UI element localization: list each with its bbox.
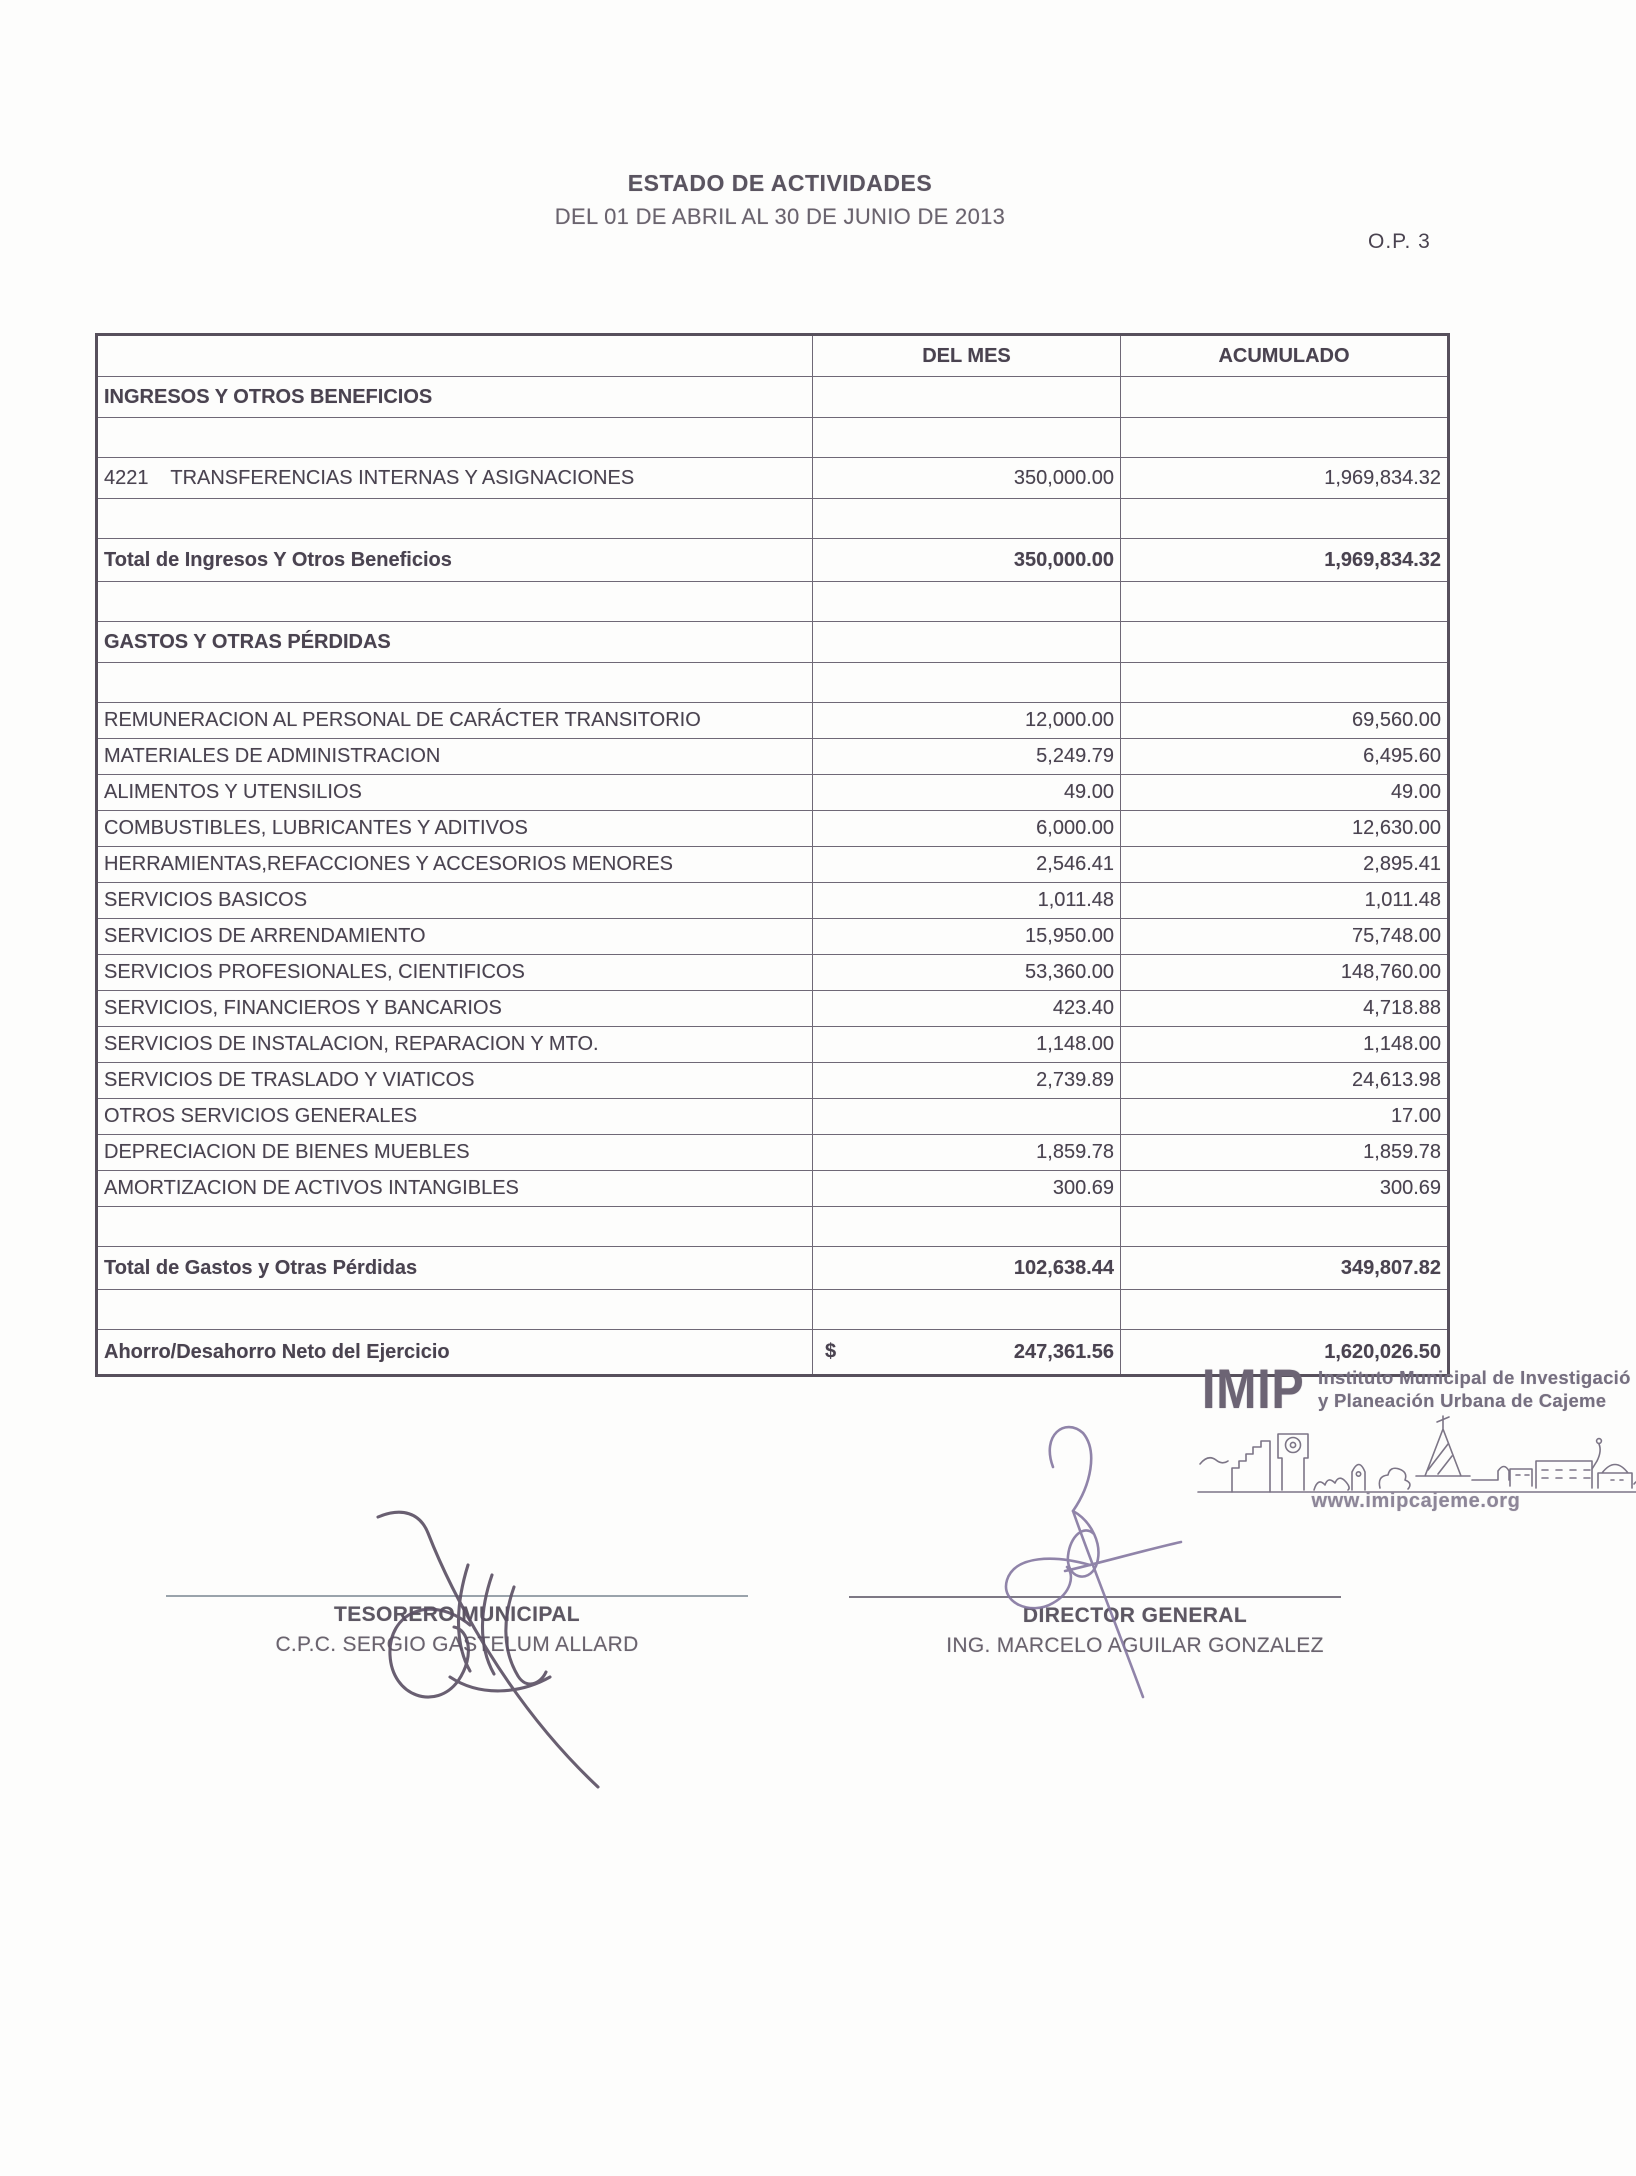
table-row	[97, 919, 1449, 955]
row-label-cell: REMUNERACION AL PERSONAL DE CARÁCTER TRANSITORIO	[97, 703, 813, 739]
del-mes-value-cell: 2,546.41	[813, 847, 1121, 883]
op-number: O.P. 3	[1368, 230, 1431, 253]
acumulado-value-cell	[1121, 418, 1449, 458]
row-label-cell: SERVICIOS DE TRASLADO Y VIATICOS	[97, 1063, 813, 1099]
table-row	[97, 1099, 1449, 1135]
del-mes-value-cell: 53,360.00	[813, 955, 1121, 991]
row-label-cell: Ahorro/Desahorro Neto del Ejercicio	[97, 1330, 813, 1376]
del-mes-value-cell: 5,249.79	[813, 739, 1121, 775]
table-row	[97, 1290, 1449, 1330]
del-mes-column-header: DEL MES	[813, 335, 1121, 377]
acumulado-value-cell: 349,807.82	[1121, 1247, 1449, 1290]
table-row	[97, 955, 1449, 991]
city-skyline-drawing	[1196, 1412, 1636, 1496]
row-label-cell	[97, 1290, 813, 1330]
imip-website: www.imipcajeme.org	[1311, 1490, 1521, 1512]
del-mes-value-cell: 12,000.00	[813, 703, 1121, 739]
table-row	[97, 1135, 1449, 1171]
row-label-cell: SERVICIOS DE ARRENDAMIENTO	[97, 919, 813, 955]
acumulado-value-cell: 1,859.78	[1121, 1135, 1449, 1171]
del-mes-value-cell: 423.40	[813, 991, 1121, 1027]
page-subtitle: DEL 01 DE ABRIL AL 30 DE JUNIO DE 2013	[554, 204, 1006, 229]
row-label-cell: Total de Ingresos Y Otros Beneficios	[97, 539, 813, 582]
imip-logo-line1: Instituto Municipal de Investigació	[1318, 1367, 1631, 1388]
currency-symbol: $	[825, 1340, 837, 1363]
imip-logo-acronym: IMIP	[1202, 1357, 1305, 1420]
document-header	[0, 170, 1560, 230]
row-label-cell: SERVICIOS PROFESIONALES, CIENTIFICOS	[97, 955, 813, 991]
del-mes-value-cell	[813, 377, 1121, 418]
page-title: ESTADO DE ACTIVIDADES	[627, 170, 933, 196]
row-label-cell	[97, 663, 813, 703]
del-mes-value-cell	[813, 622, 1121, 663]
table-row	[97, 418, 1449, 458]
del-mes-value-cell: 6,000.00	[813, 811, 1121, 847]
right-signature-name: ING. MARCELO AGUILAR GONZALEZ	[946, 1634, 1324, 1657]
left-signature-name: C.P.C. SERGIO GASTELUM ALLARD	[275, 1633, 639, 1656]
table-row	[97, 847, 1449, 883]
del-mes-value-cell	[813, 1290, 1121, 1330]
del-mes-value-cell: 1,148.00	[813, 1027, 1121, 1063]
acumulado-value-cell: 1,148.00	[1121, 1027, 1449, 1063]
table-row	[97, 703, 1449, 739]
acumulado-value-cell: 300.69	[1121, 1171, 1449, 1207]
row-label-cell: MATERIALES DE ADMINISTRACION	[97, 739, 813, 775]
row-label-cell	[97, 418, 813, 458]
table-row	[97, 1027, 1449, 1063]
row-label-cell: Total de Gastos y Otras Pérdidas	[97, 1247, 813, 1290]
table-row	[97, 377, 1449, 418]
row-label-cell: GASTOS Y OTRAS PÉRDIDAS	[97, 622, 813, 663]
del-mes-value-cell: 350,000.00	[813, 539, 1121, 582]
del-mes-value-cell: 15,950.00	[813, 919, 1121, 955]
del-mes-value-cell: $ 247,361.56	[813, 1330, 1121, 1376]
del-mes-value-cell: 350,000.00	[813, 458, 1121, 499]
acumulado-value-cell: 12,630.00	[1121, 811, 1449, 847]
acumulado-value-cell: 6,495.60	[1121, 739, 1449, 775]
table-row	[97, 1207, 1449, 1247]
left-handwritten-signature	[350, 1505, 630, 1795]
acumulado-value-cell	[1121, 582, 1449, 622]
acumulado-value-cell	[1121, 1290, 1449, 1330]
table-row	[97, 991, 1449, 1027]
row-label-cell: COMBUSTIBLES, LUBRICANTES Y ADITIVOS	[97, 811, 813, 847]
table-row	[97, 883, 1449, 919]
row-label-cell	[97, 1207, 813, 1247]
row-label-cell: HERRAMIENTAS,REFACCIONES Y ACCESORIOS MENORES	[97, 847, 813, 883]
acumulado-value-cell: 2,895.41	[1121, 847, 1449, 883]
row-label-cell: ALIMENTOS Y UTENSILIOS	[97, 775, 813, 811]
table-row	[97, 775, 1449, 811]
del-mes-value-cell	[813, 1099, 1121, 1135]
acumulado-value-cell: 148,760.00	[1121, 955, 1449, 991]
left-signature-title: TESORERO MUNICIPAL	[334, 1603, 580, 1626]
acumulado-value-cell	[1121, 1207, 1449, 1247]
del-mes-value-cell	[813, 1207, 1121, 1247]
del-mes-value-cell: 102,638.44	[813, 1247, 1121, 1290]
table-row	[97, 622, 1449, 663]
table-row	[97, 1063, 1449, 1099]
acumulado-value-cell: 75,748.00	[1121, 919, 1449, 955]
table-row	[97, 663, 1449, 703]
row-label-cell: 4221 TRANSFERENCIAS INTERNAS Y ASIGNACIONES	[97, 458, 813, 499]
del-mes-value-cell	[813, 499, 1121, 539]
row-label-cell: AMORTIZACION DE ACTIVOS INTANGIBLES	[97, 1171, 813, 1207]
acumulado-value-cell: 4,718.88	[1121, 991, 1449, 1027]
row-label-cell: OTROS SERVICIOS GENERALES	[97, 1099, 813, 1135]
row-label-cell: SERVICIOS DE INSTALACION, REPARACION Y MTO.	[97, 1027, 813, 1063]
acumulado-value-cell: 69,560.00	[1121, 703, 1449, 739]
acumulado-value-cell: 24,613.98	[1121, 1063, 1449, 1099]
row-label-cell: SERVICIOS BASICOS	[97, 883, 813, 919]
del-mes-value-cell	[813, 663, 1121, 703]
row-label-cell: DEPRECIACION DE BIENES MUEBLES	[97, 1135, 813, 1171]
acumulado-value-cell	[1121, 663, 1449, 703]
row-label-cell: INGRESOS Y OTROS BENEFICIOS	[97, 377, 813, 418]
row-label-cell	[97, 582, 813, 622]
table-row	[97, 739, 1449, 775]
table-row	[97, 499, 1449, 539]
row-label-cell	[97, 499, 813, 539]
del-mes-value-cell	[813, 582, 1121, 622]
table-row	[97, 458, 1449, 499]
table-header-row	[97, 335, 1449, 377]
del-mes-value-cell	[813, 418, 1121, 458]
acumulado-value-cell: 1,969,834.32	[1121, 539, 1449, 582]
table-row	[97, 1247, 1449, 1290]
acumulado-value-cell: 1,620,026.50	[1121, 1330, 1449, 1376]
acumulado-column-header: ACUMULADO	[1121, 335, 1449, 377]
acumulado-value-cell: 1,011.48	[1121, 883, 1449, 919]
right-handwritten-signature	[995, 1415, 1195, 1705]
right-signature-title: DIRECTOR GENERAL	[1022, 1604, 1248, 1627]
del-mes-value-cell: 1,011.48	[813, 883, 1121, 919]
statement-table	[95, 333, 1450, 1377]
acumulado-value-cell: 1,969,834.32	[1121, 458, 1449, 499]
imip-logo-line2: y Planeación Urbana de Cajeme	[1318, 1390, 1607, 1411]
table-row	[97, 539, 1449, 582]
table-row	[97, 582, 1449, 622]
table-row	[97, 1171, 1449, 1207]
statement-table-body	[97, 377, 1449, 1376]
concept-column-header	[97, 335, 813, 377]
acumulado-value-cell	[1121, 622, 1449, 663]
acumulado-value-cell	[1121, 499, 1449, 539]
acumulado-value-cell: 17.00	[1121, 1099, 1449, 1135]
acumulado-value-cell: 49.00	[1121, 775, 1449, 811]
del-mes-value-cell: 1,859.78	[813, 1135, 1121, 1171]
acumulado-value-cell	[1121, 377, 1449, 418]
del-mes-value-cell: 300.69	[813, 1171, 1121, 1207]
table-row	[97, 811, 1449, 847]
imip-logo-text	[1318, 1366, 1631, 1412]
del-mes-value-cell: 49.00	[813, 775, 1121, 811]
del-mes-value-cell: 2,739.89	[813, 1063, 1121, 1099]
row-label-cell: SERVICIOS, FINANCIEROS Y BANCARIOS	[97, 991, 813, 1027]
